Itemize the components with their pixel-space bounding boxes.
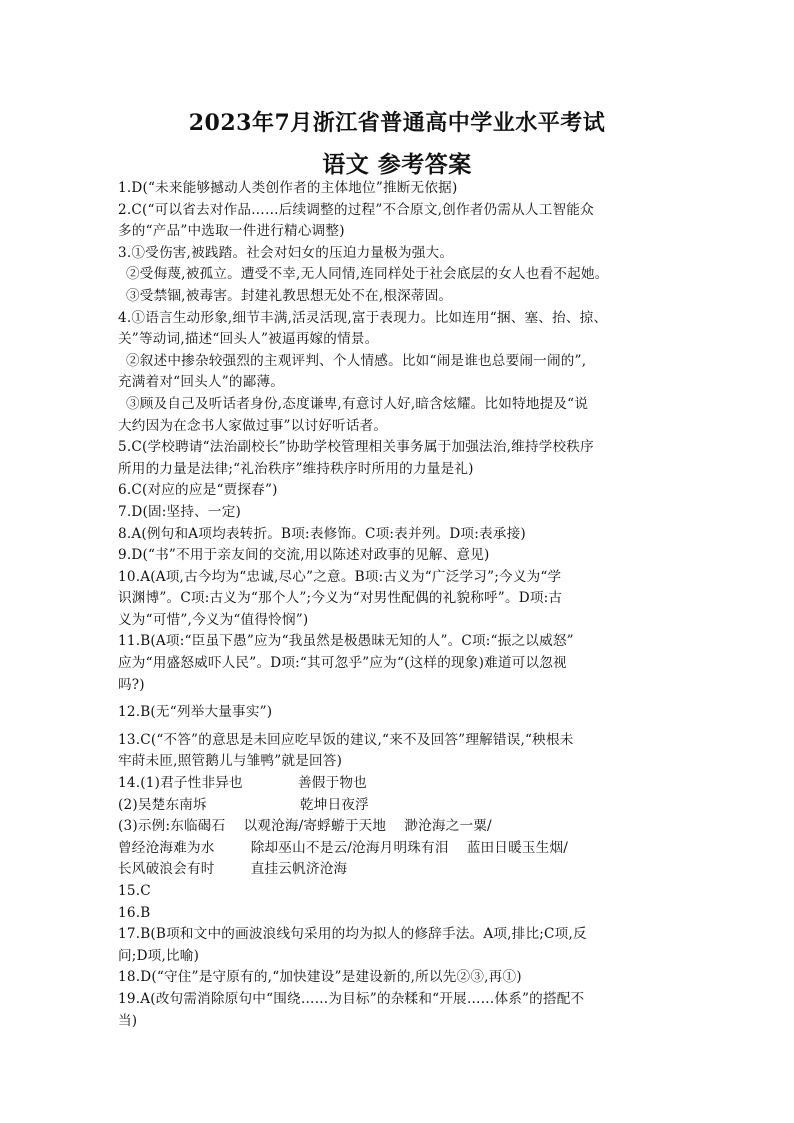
answer-line: 8.A(例句和A项均表转折。B项:表修饰。C项:表并列。D项:表承接) [118,525,526,542]
answer-line: 15.C [118,883,151,899]
answer-line: 18.D(“守住”是守原有的,“加快建设”是建设新的,所以先②③,再①) [118,969,522,986]
answer-line: 1.D(“未来能够撼动人类创作者的主体地位”推断无依据) [118,180,458,196]
answer-line: ③顾及自己及听话者身份,态度谦卑,有意讨人好,暗含炫耀。比如特地提及“说 [126,395,589,412]
answer-line: 6.C(对应的应是“贾探春”) [118,482,278,499]
answer-line: 7.D(固:坚持、一定) [118,503,242,520]
answer-line: 5.C(学校聘请“法治副校长”协助学校管理相关事务属于加强法治,维持学校秩序 [118,439,594,456]
answer-line: 吗?) [118,676,145,693]
q14-text: 14.(1)君子性非异也 [118,775,243,792]
answer-list [118,178,688,1032]
answer-line: 所用的力量是法律;“礼治秩序”维持秩序时所用的力量是礼) [118,460,474,477]
answer-line: 11.B(A项:“臣虽下愚”应为“我虽然是极愚昧无知的人”。C项:“振之以威怒” [118,633,574,650]
q14-row [118,795,688,817]
answer-line: 13.C(“不答”的意思是未回应吃早饭的建议,“来不及回答”理解错误,“秧根未 [118,731,574,748]
answer-line: (3)示例:东临碣石 以观沧海/寄蜉蝣于天地 渺沧海之一粟/ [118,818,492,835]
answer-line: 2.C(“可以省去对作品……后续调整的过程”不合原文,创作者仍需从人工智能众 [118,201,594,218]
answer-line: 16.B [118,904,151,921]
q14-text: (2)吴楚东南坼 [118,796,207,813]
answer-line: 当) [118,1012,138,1029]
answer-line: 识渊博”。C项:古义为“那个人”;今义为“对男性配偶的礼貌称呼”。D项:古 [118,590,563,607]
answer-line: ②叙述中掺杂较强烈的主观评判、个人情感。比如“闹是谁也总要闹一闹的”, [126,352,587,369]
answer-line: 问;D项,比喻) [118,947,200,964]
answer-line: 4.①语言生动形象,细节丰满,活灵活现,富于表现力。比如连用“捆、塞、抬、掠、 [118,309,608,326]
answer-line: 大约因为在念书人家做过事”以讨好听话者。 [118,417,388,434]
answer-line: 多的“产品”中选取一件进行精心调整) [118,223,345,240]
page-title: 2023年7月浙江省普通高中学业水平考试 [188,110,606,136]
q14-text: 乾坤日夜浮 [300,796,369,813]
answer-line: 牢莳未匝,照管鹅儿与雏鸭”就是回答) [118,753,343,770]
answer-line: 充满着对“回头人”的鄙薄。 [118,374,285,391]
q14-row [118,773,688,795]
answer-line: ②受侮蔑,被孤立。遭受不幸,无人同情,连同样处于社会底层的女人也看不起她。 [126,266,609,283]
answer-line: 关”等动词,描述“回头人”被逼再嫁的情景。 [118,331,379,348]
answer-line: 应为“用盛怒威吓人民”。D项:“其可忽乎”应为“(这样的现象)难道可以忽视 [118,655,567,672]
answer-line: 3.①受伤害,被践踏。社会对妇女的压迫力量极为强大。 [118,244,454,261]
answer-line: 义为“可惜”,今义为“值得怜悯”) [118,611,309,628]
answer-line: 长风破浪会有时 直挂云帆济沧海 [118,861,348,878]
q14-text: 善假于物也 [298,775,367,792]
answer-line: 12.B(无“列举大量事实”) [118,704,273,721]
answer-line: 10.A(A项,古今均为“忠诚,尽心”之意。B项:古义为“广泛学习”;今义为“学 [118,568,562,585]
answer-line: 曾经沧海难为水 除却巫山不是云/沧海月明珠有泪 蓝田日暖玉生烟/ [118,839,569,856]
answer-line: 19.A(改句需消除原句中“围绕……为目标”的杂糅和“开展……体系”的搭配不 [118,990,585,1007]
answer-line: 9.D(“书”不用于亲友间的交流,用以陈述对政事的见解、意见) [118,547,490,564]
answer-line: 17.B(B项和文中的画波浪线句采用的均为拟人的修辞手法。A项,排比;C项,反 [118,926,587,943]
page-subtitle: 语文 参考答案 [322,151,472,178]
answer-line: ③受禁锢,被毒害。封建礼教思想无处不在,根深蒂固。 [126,287,453,304]
